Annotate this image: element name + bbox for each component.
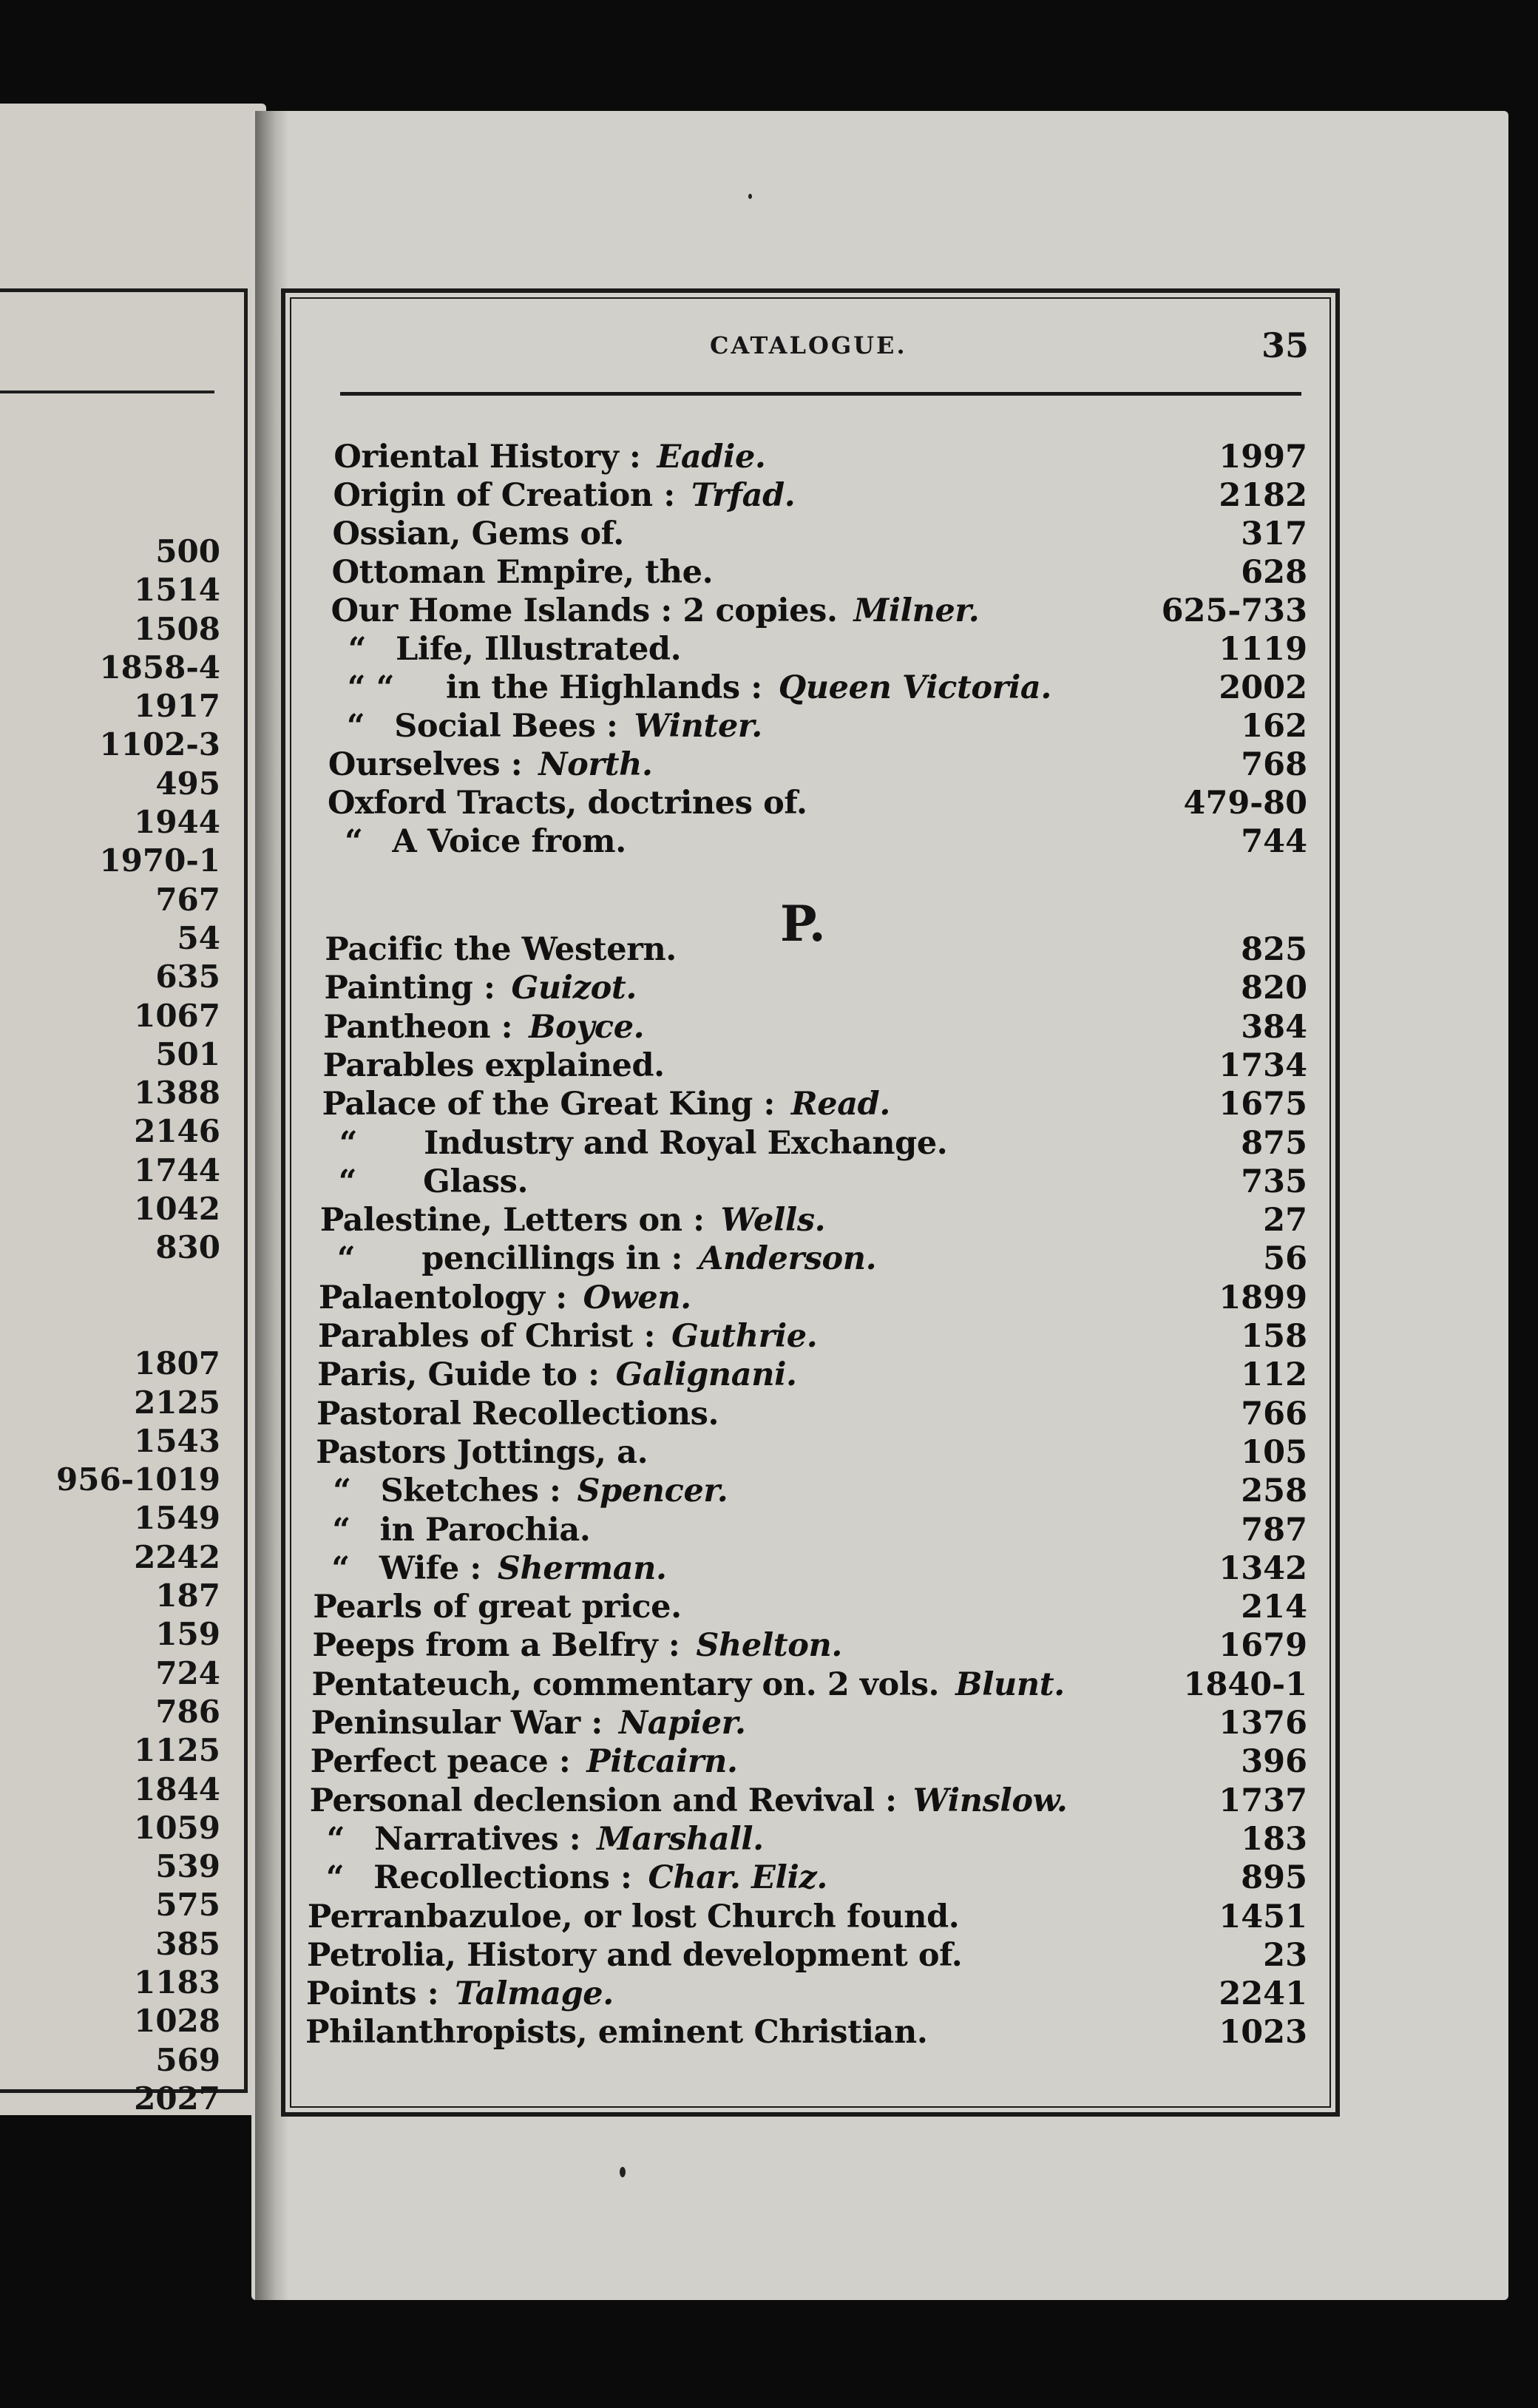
left-page-number: 2125 [134, 1384, 220, 1421]
catalogue-entry [0, 630, 1538, 669]
entry-catalogue-number: 1119 [1219, 631, 1307, 668]
entry-subject: Pentateuch, commentary on. 2 vols. [311, 1665, 940, 1703]
entry-catalogue-number: 820 [1241, 970, 1307, 1007]
ditto-mark: “ [348, 631, 367, 668]
catalogue-entry [0, 707, 1538, 745]
entry-catalogue-number: 825 [1241, 931, 1307, 968]
entry-author: Guthrie. [671, 1318, 818, 1355]
entry-catalogue-number: 479-80 [1183, 785, 1307, 822]
left-page-number: 1744 [134, 1151, 220, 1188]
catalogue-entry [0, 1046, 1538, 1085]
catalogue-entry [0, 1549, 1538, 1588]
entry-author: Spencer. [577, 1472, 728, 1510]
entry-subject: Philanthropists, eminent Christian. [305, 2014, 928, 2052]
catalogue-entry [0, 822, 1538, 861]
left-page-number: 569 [155, 2041, 220, 2078]
entry-catalogue-number: 1734 [1219, 1046, 1307, 1084]
catalogue-entry [0, 476, 1538, 515]
left-page-number: 187 [155, 1577, 220, 1614]
catalogue-entry [0, 1356, 1538, 1394]
catalogue-entry [0, 515, 1538, 553]
entry-author: Queen Victoria. [778, 669, 1051, 706]
entry-catalogue-number: 1376 [1219, 1705, 1307, 1742]
entry-subject: Personal declension and Revival : [309, 1782, 897, 1819]
left-page-number: 1388 [134, 1075, 220, 1112]
entry-title [319, 1279, 691, 1317]
entry-author: Boyce. [529, 1008, 645, 1046]
entry-title [318, 1317, 817, 1356]
entry-title [333, 476, 795, 515]
entry-title [320, 1201, 825, 1239]
ditto-mark: “ [325, 1859, 345, 1897]
entry-title [305, 2013, 927, 2052]
entry-subject: Parables of Christ : [318, 1318, 656, 1355]
catalogue-entry [0, 669, 1538, 707]
entry-subject: Sketches : [380, 1472, 561, 1510]
entry-catalogue-number: 1737 [1219, 1782, 1307, 1819]
entry-subject: Wife : [379, 1549, 481, 1587]
left-page-number: 539 [155, 1848, 220, 1885]
entry-title [306, 1975, 614, 2013]
entry-catalogue-number: 1840-1 [1183, 1665, 1307, 1703]
entry-subject: Ourselves : [328, 746, 523, 783]
catalogue-entry [0, 1975, 1538, 2013]
left-page-number: 1183 [134, 1964, 220, 2001]
catalogue-entry [0, 930, 1538, 969]
left-page-number: 385 [155, 1925, 220, 1962]
entry-title [323, 1046, 665, 1085]
left-page-number: 2242 [134, 1538, 220, 1575]
entry-catalogue-number: 1997 [1219, 439, 1307, 476]
entry-author: Blunt. [955, 1665, 1065, 1703]
entry-author: Sherman. [497, 1549, 667, 1587]
left-page-number: 1944 [134, 804, 220, 841]
paper-speck [620, 2167, 626, 2177]
entry-title [327, 822, 626, 861]
entry-author: Wells. [720, 1202, 826, 1239]
entry-title [314, 1549, 666, 1588]
left-page-number: 830 [155, 1229, 220, 1266]
entry-catalogue-number: 628 [1241, 554, 1307, 591]
ditto-mark: “ [326, 1820, 345, 1858]
entry-author: Milner. [853, 592, 980, 629]
entry-title [308, 1898, 959, 1936]
entry-catalogue-number: 158 [1241, 1318, 1307, 1355]
entry-title [321, 1163, 528, 1201]
left-page-number: 724 [155, 1654, 220, 1691]
catalogue-entry [0, 1317, 1538, 1356]
ditto-mark: “ [332, 1511, 350, 1549]
entry-catalogue-number: 162 [1241, 708, 1307, 745]
entry-subject: Pastoral Recollections. [316, 1395, 719, 1433]
entry-author: Read. [790, 1086, 890, 1123]
paper-speck [748, 194, 752, 199]
catalogue-entry [0, 592, 1538, 630]
left-page-number: 1514 [134, 572, 220, 609]
catalogue-entry [0, 1395, 1538, 1433]
left-page-number: 501 [155, 1035, 220, 1072]
entry-subject: Painting : [324, 970, 495, 1007]
left-page-number: 1543 [134, 1422, 220, 1459]
entry-subject: Oxford Tracts, doctrines of. [328, 785, 807, 822]
catalogue-entry [0, 1163, 1538, 1201]
entry-title [324, 1008, 645, 1046]
section-letter: P. [780, 895, 826, 953]
entry-title [314, 1511, 590, 1549]
entry-catalogue-number: 23 [1263, 1936, 1307, 1974]
entry-title [328, 784, 807, 822]
entry-catalogue-number: 1342 [1219, 1549, 1307, 1587]
left-page-number: 1125 [134, 1732, 220, 1769]
entry-subject: Our Home Islands : 2 copies. [331, 592, 838, 629]
entry-subject: Peninsular War : [311, 1705, 603, 1742]
entry-subject: in Parochia. [379, 1511, 591, 1549]
entry-author: North. [538, 746, 653, 783]
catalogue-entry [0, 1820, 1538, 1859]
catalogue-entry [0, 1472, 1538, 1510]
entry-subject: Peeps from a Belfry : [312, 1627, 680, 1665]
entry-title [331, 592, 980, 630]
entry-subject: Perfect peace : [310, 1743, 571, 1781]
entry-subject: Industry and Royal Exchange. [424, 1124, 948, 1162]
entry-catalogue-number: 384 [1241, 1008, 1307, 1046]
entry-author: Shelton. [696, 1627, 842, 1665]
entry-subject: Oriental History : [333, 439, 641, 476]
entry-title [310, 1782, 1068, 1820]
catalogue-entry [0, 1124, 1538, 1163]
entry-catalogue-number: 766 [1241, 1395, 1307, 1433]
ditto-mark: “ [333, 1472, 351, 1510]
entry-author: Char. Eliz. [648, 1859, 827, 1897]
entry-subject: pencillings in : [421, 1240, 682, 1278]
left-page-number: 1844 [134, 1771, 220, 1807]
catalogue-entry [0, 1279, 1538, 1317]
entry-author: Marshall. [597, 1820, 764, 1858]
entry-subject: Pearls of great price. [313, 1589, 682, 1626]
entry-title [332, 553, 714, 592]
entry-title [333, 438, 765, 476]
ditto-mark: “ [331, 1549, 350, 1587]
catalogue-entry [0, 1626, 1538, 1665]
running-head: CATALOGUE. [710, 331, 907, 359]
entry-subject: Life, Illustrated. [396, 631, 682, 668]
entry-title [328, 745, 653, 784]
entry-catalogue-number: 2241 [1219, 1975, 1307, 2013]
entry-author: Napier. [618, 1705, 746, 1742]
left-page-number: 1028 [134, 2003, 220, 2040]
entry-title [319, 1239, 876, 1278]
entry-catalogue-number: 2182 [1219, 477, 1307, 514]
catalogue-entry [0, 438, 1538, 476]
entry-catalogue-number: 768 [1241, 746, 1307, 783]
entry-author: Trfad. [691, 477, 796, 514]
entry-title [325, 930, 676, 969]
catalogue-entry [0, 969, 1538, 1007]
catalogue-entry [0, 1704, 1538, 1742]
entry-catalogue-number: 183 [1241, 1820, 1307, 1858]
entry-title [309, 1820, 764, 1859]
entry-title [317, 1356, 797, 1394]
left-page-number: 786 [155, 1693, 220, 1730]
entry-catalogue-number: 105 [1241, 1433, 1307, 1471]
entry-author: Talmage. [455, 1975, 614, 2013]
entry-title [331, 630, 681, 669]
left-page-number: 1549 [134, 1500, 220, 1537]
left-page-number: 54 [177, 919, 220, 956]
entry-title [322, 1085, 890, 1123]
catalogue-entry [0, 1936, 1538, 1975]
left-page-number: 500 [155, 533, 220, 569]
left-page-number: 767 [155, 881, 220, 918]
entry-author: Galignani. [615, 1356, 797, 1394]
catalogue-entry [0, 1898, 1538, 1936]
entry-author: Guizot. [511, 970, 637, 1007]
entry-subject: Recollections : [373, 1859, 632, 1897]
catalogue-entry [0, 1008, 1538, 1046]
entry-subject: Pantheon : [323, 1008, 513, 1046]
left-page-number: 1067 [134, 997, 220, 1034]
entry-catalogue-number: 214 [1241, 1589, 1307, 1626]
left-page-rule [0, 390, 214, 393]
left-page-number: 2027 [134, 2080, 220, 2115]
entry-catalogue-number: 735 [1241, 1163, 1307, 1200]
page-number: 35 [1261, 325, 1310, 365]
entry-title [324, 969, 636, 1007]
entry-subject: Glass. [423, 1163, 529, 1200]
entry-title [322, 1124, 948, 1163]
entry-subject: Narratives : [374, 1820, 581, 1858]
left-page-number: 1059 [134, 1809, 220, 1846]
entry-title [312, 1665, 1065, 1704]
left-page-number: 1807 [134, 1345, 220, 1382]
entry-subject: Petrolia, History and development of. [306, 1936, 963, 1974]
catalogue-entry [0, 553, 1538, 592]
entry-catalogue-number: 1023 [1219, 2014, 1307, 2052]
left-page-number: 575 [155, 1887, 220, 1924]
catalogue-entry [0, 1239, 1538, 1278]
entry-catalogue-number: 1451 [1219, 1898, 1307, 1935]
catalogue-entry [0, 2013, 1538, 2052]
entry-title [329, 707, 762, 745]
header-rule [340, 392, 1301, 396]
entry-subject: Origin of Creation : [333, 477, 675, 514]
entry-title [316, 1395, 719, 1433]
entry-title [313, 1588, 681, 1626]
entry-subject: Points : [306, 1975, 439, 2013]
catalogue-entry [0, 784, 1538, 822]
ditto-mark: “ “ [347, 669, 395, 706]
entry-catalogue-number: 27 [1263, 1202, 1307, 1239]
entry-subject: Paris, Guide to : [317, 1356, 600, 1394]
catalogue-entry [0, 1665, 1538, 1704]
ditto-mark: “ [338, 1163, 357, 1200]
catalogue-entry [0, 1511, 1538, 1549]
entry-catalogue-number: 625-733 [1161, 592, 1307, 629]
entry-catalogue-number: 787 [1241, 1511, 1307, 1549]
entry-subject: Pacific the Western. [325, 931, 677, 968]
entry-author: Eadie. [657, 439, 766, 476]
entry-catalogue-number: 56 [1263, 1240, 1307, 1278]
left-page-number: 956-1019 [56, 1461, 220, 1498]
entry-subject: Social Bees : [394, 708, 618, 745]
entry-subject: Pastors Jottings, a. [316, 1433, 648, 1471]
entry-catalogue-number: 112 [1241, 1356, 1307, 1394]
entry-author: Owen. [583, 1279, 691, 1316]
entry-catalogue-number: 317 [1241, 515, 1307, 552]
ditto-mark: “ [339, 1124, 358, 1162]
entry-subject: Ossian, Gems of. [332, 515, 624, 552]
entry-title [315, 1472, 728, 1510]
entry-title [330, 669, 1051, 707]
entry-catalogue-number: 1675 [1219, 1086, 1307, 1123]
entry-catalogue-number: 1899 [1219, 1279, 1307, 1316]
left-page-number: 1858-4 [99, 649, 220, 686]
entry-title [312, 1626, 842, 1665]
entry-catalogue-number: 396 [1241, 1743, 1307, 1781]
entry-author: Winslow. [912, 1782, 1068, 1819]
left-page-number: 2146 [134, 1113, 220, 1150]
entry-author: Winter. [634, 708, 762, 745]
entry-catalogue-number: 895 [1241, 1859, 1307, 1897]
left-page-number: 1508 [134, 610, 220, 647]
ditto-mark: “ [345, 823, 363, 860]
catalogue-entry [0, 1201, 1538, 1239]
entry-title [307, 1936, 962, 1975]
entry-catalogue-number: 258 [1241, 1472, 1307, 1510]
entry-title [308, 1859, 827, 1897]
left-page-number: 1042 [134, 1191, 220, 1228]
entry-subject: Palaentology : [318, 1279, 567, 1316]
entry-catalogue-number: 875 [1241, 1124, 1307, 1162]
left-page-number: 1917 [134, 688, 220, 725]
left-page-number: 635 [155, 958, 220, 995]
catalogue-entry [0, 745, 1538, 784]
entry-subject: Parables explained. [322, 1046, 665, 1084]
left-page-number: 495 [155, 765, 220, 802]
catalogue-entry [0, 1742, 1538, 1781]
entry-catalogue-number: 2002 [1219, 669, 1307, 706]
entry-subject: Palace of the Great King : [322, 1086, 775, 1123]
catalogue-entry [0, 1859, 1538, 1897]
entry-title [311, 1742, 738, 1781]
ditto-mark: “ [346, 708, 365, 745]
entry-subject: Palestine, Letters on : [319, 1202, 705, 1239]
catalogue-entry [0, 1782, 1538, 1820]
left-page-number: 1970-1 [99, 842, 220, 879]
catalogue-entry [0, 1085, 1538, 1123]
entry-subject: Perranbazuloe, or lost Church found. [307, 1898, 960, 1935]
entry-author: Pitcairn. [586, 1743, 738, 1781]
left-page-number: 159 [155, 1616, 220, 1653]
entry-title [316, 1433, 648, 1472]
entry-subject: in the Highlands : [446, 669, 762, 706]
entry-title [333, 515, 624, 553]
entry-author: Anderson. [699, 1240, 877, 1278]
ditto-mark: “ [336, 1240, 356, 1278]
catalogue-entry [0, 1588, 1538, 1626]
left-page-number: 1102-3 [99, 726, 220, 763]
entry-subject: Ottoman Empire, the. [331, 554, 714, 591]
entry-title [311, 1704, 746, 1742]
entry-subject: A Voice from. [392, 823, 626, 860]
entry-catalogue-number: 744 [1241, 823, 1307, 860]
catalogue-entry [0, 1433, 1538, 1472]
entry-catalogue-number: 1679 [1219, 1627, 1307, 1665]
